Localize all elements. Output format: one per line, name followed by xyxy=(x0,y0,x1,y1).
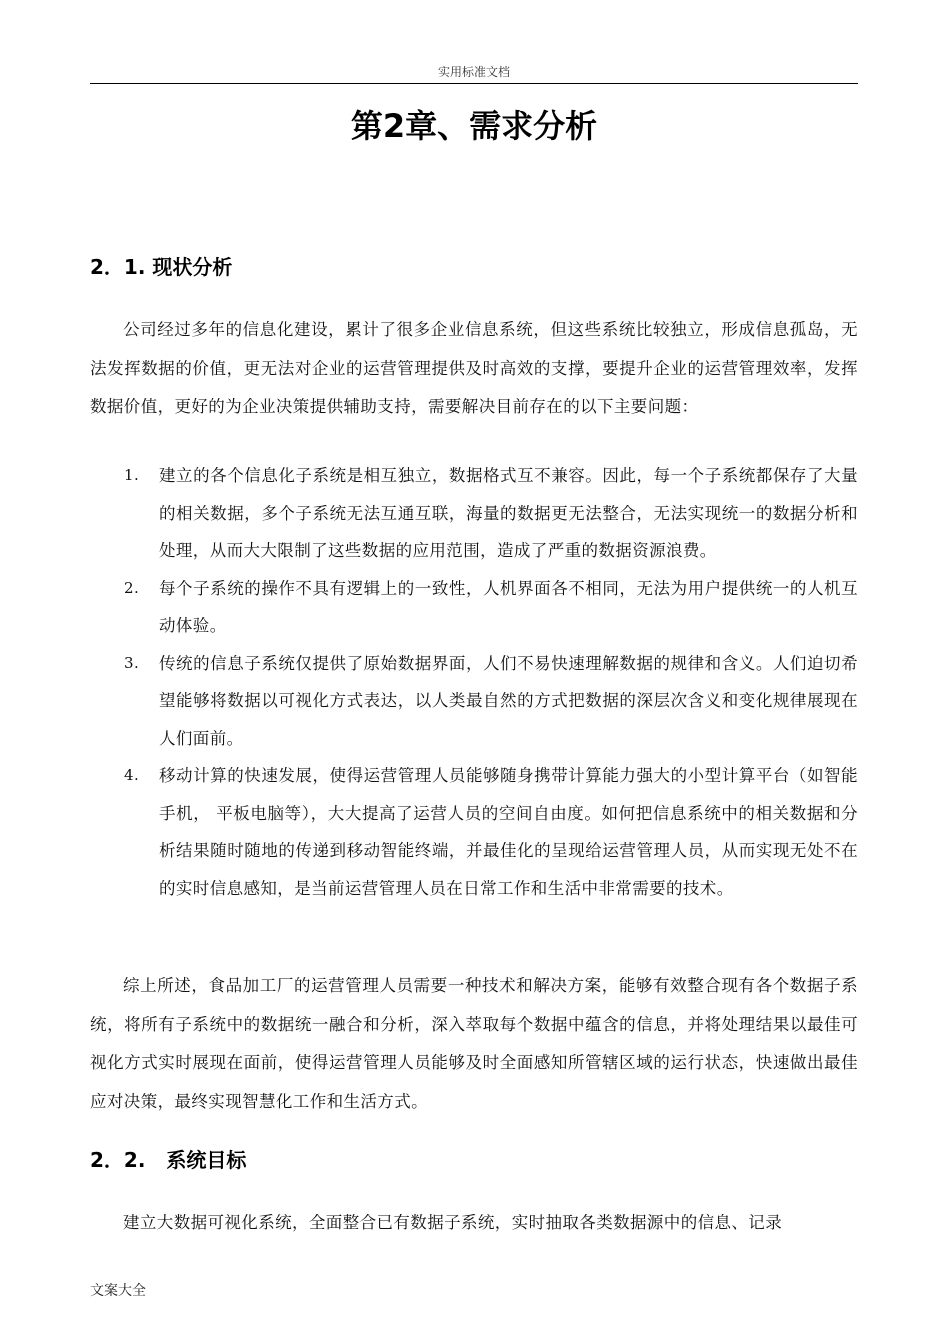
section-heading-current-status: 2．1. 现状分析 xyxy=(90,255,233,279)
problem-list xyxy=(90,457,858,907)
list-item-number: 1. xyxy=(124,466,140,484)
list-item xyxy=(90,757,858,907)
list-item-text: 传统的信息子系统仅提供了原始数据界面，人们不易快速理解数据的规律和含义。人们迫切希望能够将数据以可视化方式表达，以人类最自然的方式把数据的深层次含义和变化规律展现在人们面前。 xyxy=(159,653,858,748)
list-item-number: 2. xyxy=(124,578,140,597)
section-heading-system-goals: 2．2. 系统目标 xyxy=(90,1148,247,1172)
list-item-text: 移动计算的快速发展，使得运营管理人员能够随身携带计算能力强大的小型计算平台（如智能手机， 平板电脑等），大大提高了运营人员的空间自由度。如何把信息系统中的相关数据和分析结果随时随地的传递到移动智能终端，并最佳化的呈现给运营管理人员，从而实现无处不在的实时信息感知，是当前运营管理人员在日常工作和生活中非常需要的技术。 xyxy=(159,766,858,898)
list-item-number: 4. xyxy=(124,766,140,784)
section1-summary-paragraph: 综上所述，食品加工厂的运营管理人员需要一种技术和解决方案，能够有效整合现有各个数据子系统，将所有子系统中的数据统一融合和分析，深入萃取每个数据中蕴含的信息，并将处理结果以最佳可视化方式实时展现在面前，使得运营管理人员能够及时全面感知所管辖区域的运行状态，快速做出最佳应对决策，最终实现智慧化工作和生活方式。 xyxy=(90,976,858,1111)
list-item-number: 3. xyxy=(124,653,140,672)
header-divider xyxy=(90,83,858,84)
section1-intro-paragraph: 公司经过多年的信息化建设，累计了很多企业信息系统，但这些系统比较独立，形成信息孤岛，无法发挥数据的价值，更无法对企业的运营管理提供及时高效的支撑，要提升企业的运营管理效率，发挥数据价值，更好的为企业决策提供辅助支持，需要解决目前存在的以下主要问题： xyxy=(90,320,858,416)
section2-intro-paragraph: 建立大数据可视化系统，全面整合已有数据子系统，实时抽取各类数据源中的信息、记录 xyxy=(123,1213,783,1232)
list-item xyxy=(90,457,858,570)
list-item-text: 建立的各个信息化子系统是相互独立，数据格式互不兼容。因此，每一个子系统都保存了大量的相关数据，多个子系统无法互通互联，海量的数据更无法整合，无法实现统一的数据分析和处理，从而大大限制了这些数据的应用范围，造成了严重的数据资源浪费。 xyxy=(159,466,858,560)
page-footer: 文案大全 xyxy=(90,1283,146,1299)
page-header: 实用标准文档 xyxy=(437,65,510,79)
list-item xyxy=(90,645,858,758)
chapter-title: 第2章、需求分析 xyxy=(350,107,598,145)
list-item xyxy=(90,570,858,645)
list-item-text: 每个子系统的操作不具有逻辑上的一致性，人机界面各不相同，无法为用户提供统一的人机互动体验。 xyxy=(159,578,858,635)
